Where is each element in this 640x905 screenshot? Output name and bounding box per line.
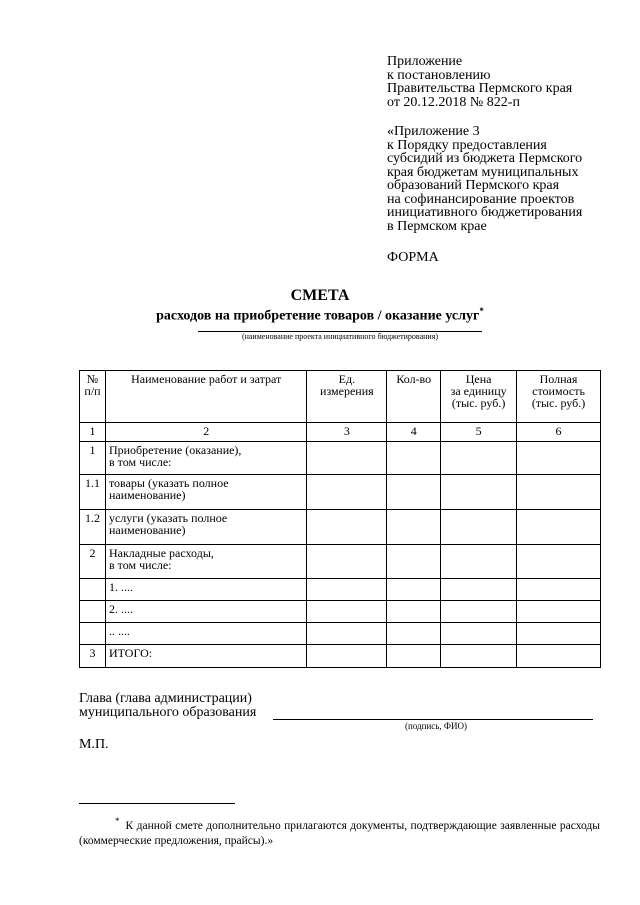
table-row — [80, 579, 601, 601]
qty-cell[interactable] — [387, 545, 441, 579]
total-cell[interactable] — [517, 475, 601, 510]
header-line: Приложение — [387, 54, 463, 69]
row-number: 1 — [80, 442, 106, 475]
appendix-line: в Пермском крае — [387, 218, 487, 234]
signature-caption: (подпись, ФИО) — [405, 721, 467, 731]
price-cell[interactable] — [441, 442, 517, 475]
column-number: 3 — [307, 423, 387, 442]
table-row — [80, 545, 601, 579]
footnote — [79, 814, 600, 849]
appendix-line: на софинансирование проектов — [387, 191, 575, 207]
unit-cell[interactable] — [307, 442, 387, 475]
total-cell[interactable] — [517, 623, 601, 645]
row-name: .. .... — [105, 623, 306, 645]
appendix-line: субсидий из бюджета Пермского — [387, 151, 583, 166]
document-subtitle — [0, 306, 640, 325]
footnote-mark: * — [115, 816, 120, 826]
header-name: Наименование работ и затрат — [105, 371, 306, 423]
total-cell[interactable] — [517, 545, 601, 579]
total-cell[interactable] — [517, 442, 601, 475]
header-line: Правительства Пермского края — [387, 81, 573, 96]
appendix-line: инициативного бюджетирования — [387, 205, 583, 220]
qty-cell[interactable] — [387, 645, 441, 668]
header-num: № п/п — [80, 371, 106, 423]
column-number: 6 — [517, 423, 601, 442]
total-cell[interactable] — [517, 510, 601, 545]
header-line: к постановлению — [387, 67, 491, 83]
subtitle-text: расходов на приобретение товаров / оказание услуг — [156, 308, 480, 324]
unit-cell[interactable] — [307, 601, 387, 623]
column-number: 5 — [441, 423, 517, 442]
appendix-line: к Порядку предоставления — [387, 137, 547, 153]
document-title: СМЕТА — [290, 287, 350, 304]
header-line: от 20.12.2018 № 822-п — [387, 94, 520, 110]
qty-cell[interactable] — [387, 579, 441, 601]
appendix-line: «Приложение 3 — [387, 124, 480, 139]
table-row — [80, 442, 601, 475]
signature-line[interactable] — [273, 719, 593, 720]
estimate-table — [79, 370, 601, 668]
row-number — [80, 623, 106, 645]
unit-cell[interactable] — [307, 510, 387, 545]
appendix-header — [387, 55, 572, 109]
unit-cell[interactable] — [307, 545, 387, 579]
qty-cell[interactable] — [387, 442, 441, 475]
price-cell[interactable] — [441, 545, 517, 579]
appendix-3-block — [387, 125, 582, 233]
row-name: Накладные расходы, в том числе: — [105, 545, 306, 579]
column-number: 2 — [105, 423, 306, 442]
price-cell[interactable] — [441, 645, 517, 668]
table-header-row — [80, 371, 601, 423]
header-price: Цена за единицу (тыс. руб.) — [441, 371, 517, 423]
total-cell[interactable] — [517, 601, 601, 623]
stamp-place: М.П. — [79, 737, 109, 752]
qty-cell[interactable] — [387, 510, 441, 545]
row-number: 1.1 — [80, 475, 106, 510]
header-unit: Ед. измерения — [307, 371, 387, 423]
row-name: 2. .... — [105, 601, 306, 623]
unit-cell[interactable] — [307, 623, 387, 645]
table-row — [80, 645, 601, 668]
row-number — [80, 579, 106, 601]
column-number-row — [80, 423, 601, 442]
table-row — [80, 623, 601, 645]
unit-cell[interactable] — [307, 579, 387, 601]
footnote-text: К данной смете дополнительно прилагаются документы, подтверждающие заявленные расходы (коммерческие предложения, прайсы).» — [79, 819, 600, 847]
table-row — [80, 475, 601, 510]
row-number: 1.2 — [80, 510, 106, 545]
row-number — [80, 601, 106, 623]
column-number: 4 — [387, 423, 441, 442]
row-number: 2 — [80, 545, 106, 579]
total-cell[interactable] — [517, 645, 601, 668]
appendix-line: образований Пермского края — [387, 178, 560, 193]
form-label: ФОРМА — [387, 250, 439, 265]
total-cell[interactable] — [517, 579, 601, 601]
row-number: 3 — [80, 645, 106, 668]
row-name: Приобретение (оказание), в том числе: — [105, 442, 306, 475]
qty-cell[interactable] — [387, 601, 441, 623]
footnote-mark: * — [479, 306, 484, 316]
qty-cell[interactable] — [387, 623, 441, 645]
qty-cell[interactable] — [387, 475, 441, 510]
table-row — [80, 510, 601, 545]
price-cell[interactable] — [441, 579, 517, 601]
footnote-divider — [79, 803, 235, 804]
signature-title-2: муниципального образования — [79, 705, 257, 720]
appendix-line: края бюджетам муниципальных — [387, 164, 579, 180]
row-name: 1. .... — [105, 579, 306, 601]
price-cell[interactable] — [441, 475, 517, 510]
project-name-caption: (наименование проекта инициативного бюджетирования) — [241, 332, 439, 341]
row-name: ИТОГО: — [105, 645, 306, 668]
row-name: товары (указать полное наименование) — [105, 475, 306, 510]
unit-cell[interactable] — [307, 475, 387, 510]
price-cell[interactable] — [441, 510, 517, 545]
price-cell[interactable] — [441, 623, 517, 645]
table-row — [80, 601, 601, 623]
signature-title: Глава (глава администрации) — [79, 691, 252, 706]
unit-cell[interactable] — [307, 645, 387, 668]
price-cell[interactable] — [441, 601, 517, 623]
header-total: Полная стоимость (тыс. руб.) — [517, 371, 601, 423]
column-number: 1 — [80, 423, 106, 442]
row-name: услуги (указать полное наименование) — [105, 510, 306, 545]
header-qty: Кол-во — [387, 371, 441, 423]
